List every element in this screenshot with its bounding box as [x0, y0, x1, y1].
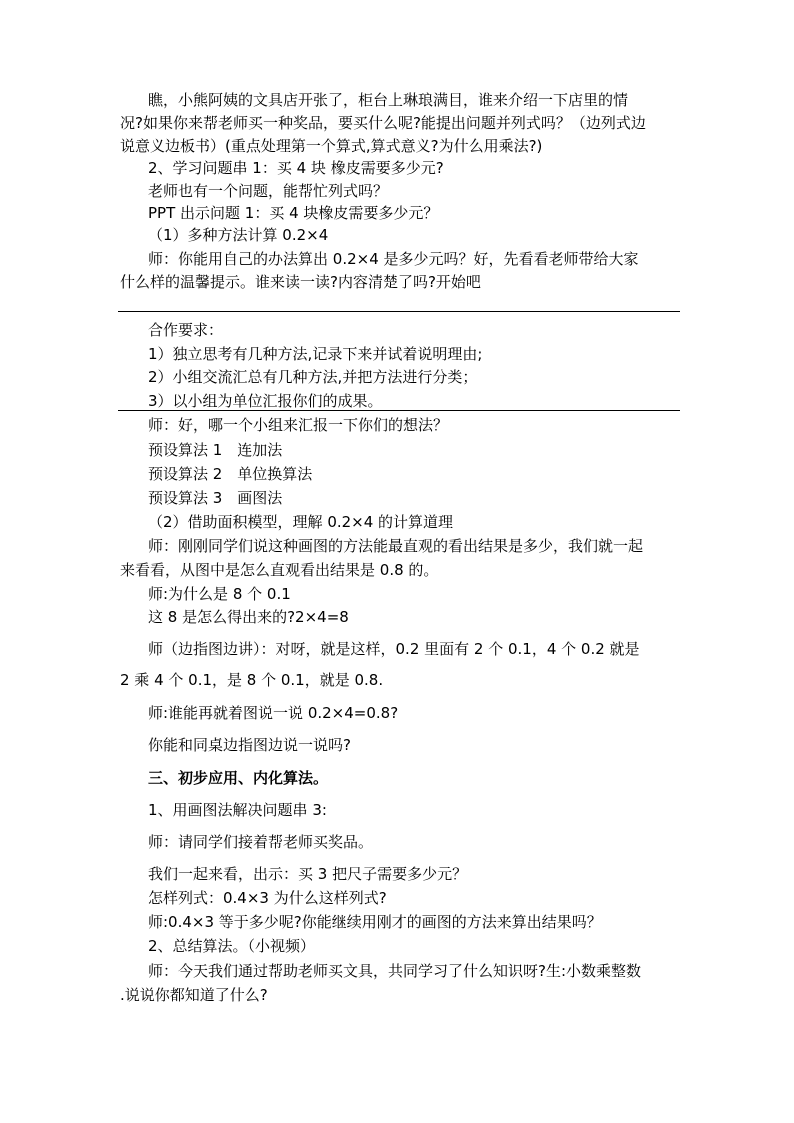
box-item: 1）独立思考有几种方法,记录下来并试着说明理由;: [148, 345, 483, 363]
box-heading: 合作要求：: [148, 321, 224, 339]
paragraph-line: 我们一起来看，出示：买 3 把尺子需要多少元？: [148, 865, 468, 883]
paragraph-line: 师:谁能再就着图说一说 0.2×4=0.8?: [148, 704, 399, 722]
paragraph-line: 师：今天我们通过帮助老师买文具，共同学习了什么知识呀?生:小数乘整数: [148, 962, 642, 980]
paragraph-line: 况?如果你来帮老师买一种奖品，要买什么呢?能提出问题并列式吗？（边列式边: [120, 114, 646, 132]
box-bottom-rule: [118, 410, 680, 411]
paragraph-line: 2 乘 4 个 0.1，是 8 个 0.1，就是 0.8.: [120, 671, 384, 689]
preset-method: 预设算法 1 连加法: [148, 441, 283, 459]
paragraph-line: 说意义边板书）(重点处理第一个算式,算式意义?为什么用乘法?): [120, 137, 543, 155]
box-top-rule: [118, 311, 680, 312]
paragraph-line: 师：请同学们接着帮老师买奖品。: [148, 833, 374, 851]
subheading: （2）借助面积模型，理解 0.2×4 的计算道理: [148, 513, 454, 531]
paragraph-line: 2、学习问题串 1：买 4 块 橡皮需要多少元?: [148, 159, 444, 177]
preset-method: 预设算法 2 单位换算法: [148, 465, 313, 483]
paragraph-line: PPT 出示问题 1：买 4 块橡皮需要多少元？: [148, 204, 439, 222]
paragraph-line: 师（边指图边讲）：对呀，就是这样，0.2 里面有 2 个 0.1，4 个 0.2 就是: [148, 640, 640, 658]
subheading: 1、用画图法解决问题串 3:: [148, 801, 327, 819]
paragraph-line: 师：你能用自己的办法算出 0.2×4 是多少元吗？好，先看看老师带给大家: [148, 250, 639, 268]
section-heading: 三、初步应用、内化算法。: [148, 769, 329, 787]
box-item: 2）小组交流汇总有几种方法,并把方法进行分类；: [148, 368, 478, 386]
paragraph-line: 瞧，小熊阿姨的文具店开张了，柜台上琳琅满目，谁来介绍一下店里的情: [148, 91, 629, 109]
paragraph-line: 这 8 是怎么得出来的?2×4=8: [148, 608, 349, 626]
paragraph-line: 师：好，哪一个小组来汇报一下你们的想法？: [148, 416, 449, 434]
paragraph-line: 师：刚刚同学们说这种画图的方法能最直观的看出结果是多少，我们就一起: [148, 537, 644, 555]
paragraph-line: 老师也有一个问题，能帮忙列式吗？: [148, 182, 389, 200]
paragraph-line: 怎样列式：0.4×3 为什么这样列式?: [148, 889, 387, 907]
paragraph-line: 什么样的温馨提示。谁来读一读?内容清楚了吗?开始吧: [120, 273, 481, 291]
paragraph-line: 师:为什么是 8 个 0.1: [148, 585, 291, 603]
paragraph-line: 来看看，从图中是怎么直观看出结果是 0.8 的。: [120, 561, 439, 579]
box-item: 3）以小组为单位汇报你们的成果。: [148, 392, 383, 410]
paragraph-line: 师:0.4×3 等于多少呢?你能继续用刚才的画图的方法来算出结果吗？: [148, 913, 602, 931]
paragraph-line: 你能和同桌边指图边说一说吗?: [148, 736, 351, 754]
paragraph-line: .说说你都知道了什么?: [120, 986, 268, 1004]
subheading: （1）多种方法计算 0.2×4: [148, 226, 329, 244]
preset-method: 预设算法 3 画图法: [148, 489, 283, 507]
subheading: 2、总结算法。（小视频）: [148, 937, 316, 955]
